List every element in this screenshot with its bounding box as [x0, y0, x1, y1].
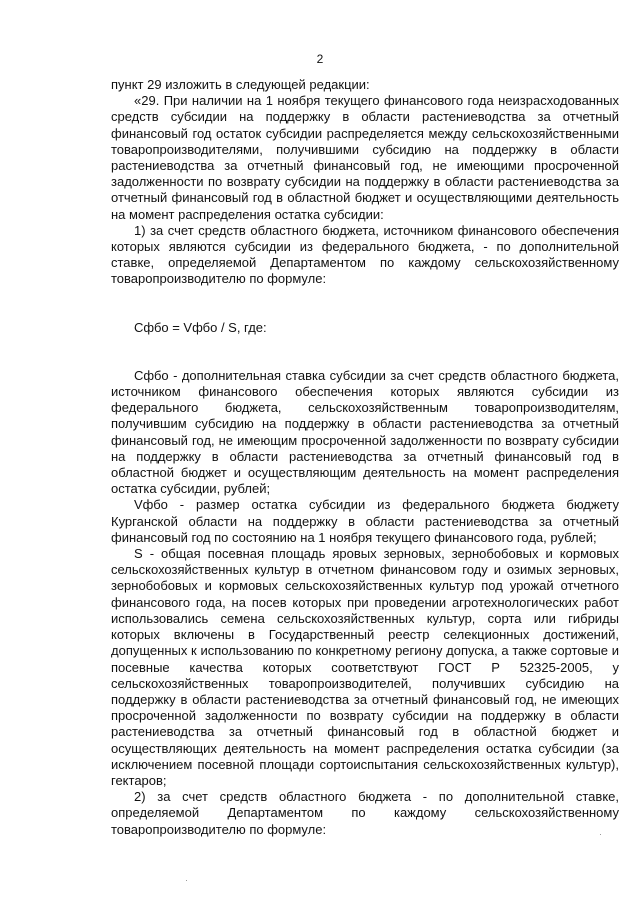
page-number: 2	[316, 52, 324, 66]
document-body	[111, 77, 619, 838]
definition-vfbo: Vфбо - размер остатка субсидии из федерального бюджета бюджету Курганской области на поддержку в области растениеводства за отчетный финансовый год по состоянию на 1 ноября текущего финансового года, рублей;	[111, 497, 619, 545]
subitem-2-paragraph: 2) за счет средств областного бюджета - по дополнительной ставке, определяемой Департаментом по каждому сельскохозяйственному товаропроизводителю по формуле:	[111, 789, 619, 837]
clause-29-paragraph: «29. При наличии на 1 ноября текущего финансового года неизрасходованных средств субсидии на поддержку в области растениеводства за отчетный финансовый год остаток субсидии распределяется между сельскохозяйственными товаропроизводителями, получившими субсидию на поддержку в области растениеводства за отчетный финансовый год, не имеющими просроченной задолженности по возврату субсидии на поддержку в области растениеводства за отчетный финансовый год в областной бюджет и осуществляющими деятельность на момент распределения остатка субсидии:	[111, 93, 619, 222]
definition-s: S - общая посевная площадь яровых зерновых, зернобобовых и кормовых сельскохозяйственных культур в отчетном финансовом году и озимых зерновых, зернобобовых и кормовых сельскохозяйственных культур под урожай отчетного финансового года, на посев которых при проведении агротехнологических работ использовались семена сельскохозяйственных культур, сорта или гибриды которых включены в Государственный реестр селекционных достижений, допущенных к использованию по конкретному региону допуска, а также сортовые и посевные качества которых соответствуют ГОСТ Р 52325-2005, у сельскохозяйственных товаропроизводителей, получивших субсидию на поддержку в области растениеводства за отчетный финансовый год, не имеющих просроченной задолженности по возврату субсидии на поддержку в области растениеводства за отчетный финансовый год в областной бюджет и осуществляющих деятельность на момент распределения остатка субсидии (за исключением посевной площади сортоиспытания сельскохозяйственных культур), гектаров;	[111, 546, 619, 788]
subitem-1-paragraph: 1) за счет средств областного бюджета, источником финансового обеспечения которых являются субсидии из федерального бюджета, - по дополнительной ставке, определяемой Департаментом по каждому сельскохозяйственному товаропроизводителю по формуле:	[111, 222, 619, 287]
intro-paragraph: пункт 29 изложить в следующей редакции:	[111, 77, 370, 92]
scan-speck	[600, 834, 601, 835]
scan-speck	[186, 880, 187, 881]
blank-line	[111, 288, 619, 320]
definition-sfbo: Сфбо - дополнительная ставка субсидии за счет средств областного бюджета, источником финансового обеспечения которых являются субсидии из федерального бюджета, сельскохозяйственным товаропроизводителям, получившим субсидию на поддержку в области растениеводства за отчетный финансовый год, не имеющим просроченной задолженности по возврату субсидии на поддержку в области растениеводства за отчетный финансовый год в областной бюджет и осуществляющим деятельность на момент распределения остатка субсидии, рублей;	[111, 367, 619, 497]
blank-line	[111, 336, 619, 368]
formula-line: Сфбо = Vфбо / S, где:	[134, 319, 267, 335]
